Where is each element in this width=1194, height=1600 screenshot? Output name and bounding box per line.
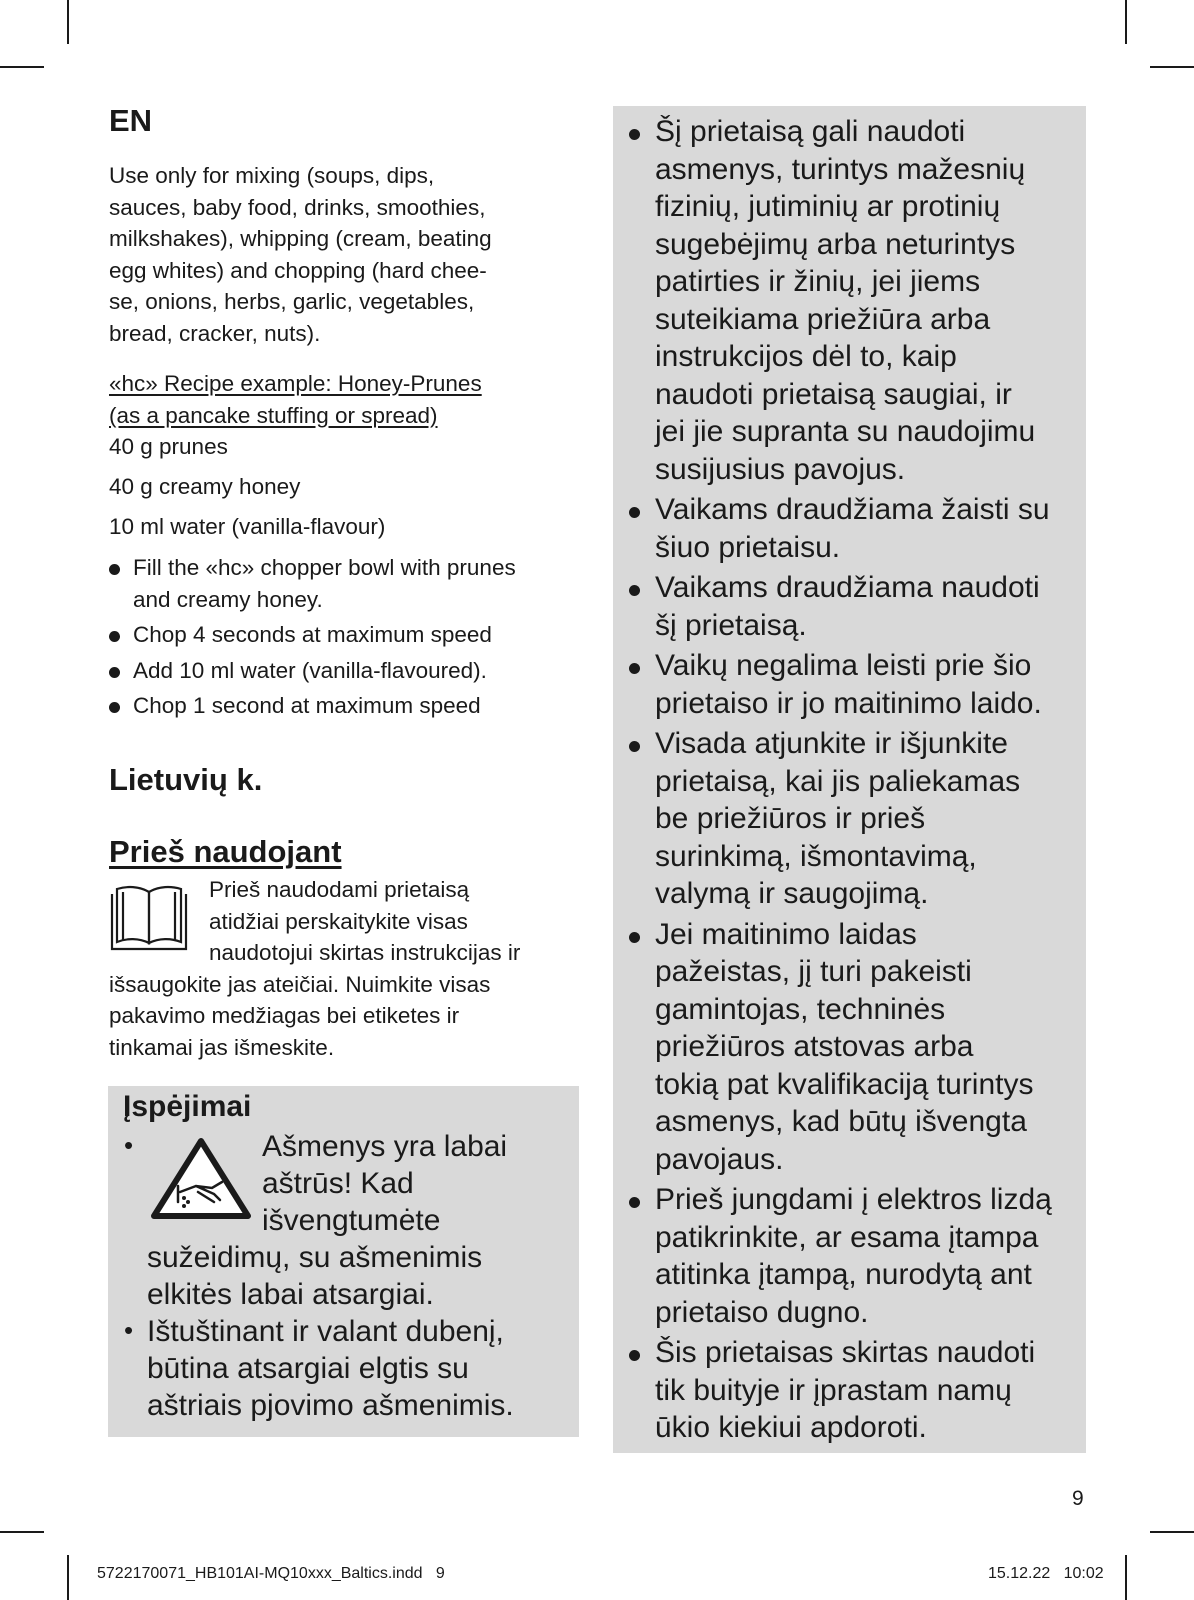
text-line: elkitės labai atsargiai.	[147, 1278, 434, 1311]
text-line: pakavimo medžiagas bei etiketes ir	[109, 1003, 460, 1028]
text-line: jei jie supranta su naudojimu	[655, 415, 1036, 448]
list-item	[109, 619, 589, 651]
safety-list	[613, 113, 1086, 1450]
list-item	[613, 1334, 1086, 1447]
text-line: sugebėjimų arba neturintys	[655, 227, 1016, 261]
bullet-icon: •	[124, 1315, 134, 1345]
text-line: prietaiso dugno.	[655, 1295, 869, 1329]
heading-en: EN	[109, 103, 153, 138]
text-line: valymą ir saugojimą.	[655, 877, 929, 910]
recipe-steps-list	[109, 552, 589, 726]
text-line: Visada atjunkite ir išjunkite	[655, 727, 1008, 760]
heading-lithuanian: Lietuvių k.	[109, 762, 263, 797]
text-line: naudoti prietaisą saugiai, ir	[655, 377, 1012, 411]
bullet-icon	[629, 663, 640, 674]
bullet-icon	[629, 1350, 640, 1361]
text-line: Vaikų negalima leisti prie šio	[655, 649, 1032, 682]
text-line: pažeistas, jį turi pakeisti	[655, 955, 972, 988]
text-line: priežiūros atstovas arba	[655, 1030, 974, 1063]
text-line: Fill the «hc» chopper bowl with prunes	[133, 555, 516, 580]
text-line: Ašmenys yra labai	[262, 1130, 508, 1163]
en-intro-paragraph	[109, 160, 579, 349]
text-line: (as a pancake stuffing or spread)	[109, 402, 438, 428]
text-line: išvengtumėte	[262, 1204, 441, 1237]
crop-mark	[1125, 0, 1127, 44]
crop-mark	[67, 1555, 69, 1600]
bullet-icon: •	[124, 1130, 134, 1160]
text-line: bread, cracker, nuts).	[109, 320, 321, 346]
crop-mark	[1150, 66, 1194, 68]
text-line: Chop 4 seconds at maximum speed	[133, 622, 492, 647]
bullet-icon	[629, 1197, 640, 1208]
text-line: Use only for mixing (soups, dips,	[109, 163, 435, 188]
ingredient: 40 g creamy honey	[109, 474, 301, 499]
warning-item-blades	[108, 1128, 579, 1313]
crop-mark	[1150, 1531, 1194, 1533]
bullet-icon	[109, 667, 120, 678]
list-item	[613, 491, 1086, 566]
warnings-box	[108, 1086, 579, 1437]
warnings-title: Įspėjimai	[123, 1090, 252, 1123]
text-line: prietaisą, kai jis paliekamas	[655, 764, 1021, 798]
text-line: asmenys, turintys mažesnių	[655, 152, 1026, 186]
file-slug: 5722170071_HB101AI-MQ10xxx_Baltics.indd 9	[97, 1565, 445, 1582]
text-line: prietaiso ir jo maitinimo laido.	[655, 686, 1042, 720]
text-line: tinkamai jas išmeskite.	[109, 1034, 335, 1060]
recipe-title	[109, 368, 482, 431]
text-line: asmenys, kad būtų išvengta	[655, 1105, 1027, 1138]
text-line: aštriais pjovimo ašmenimis.	[147, 1389, 514, 1422]
date-slug: 15.12.22 10:02	[988, 1565, 1104, 1582]
list-item	[109, 552, 589, 615]
safety-instructions-box	[613, 106, 1086, 1453]
text-line: tik buityje ir įprastam namų	[655, 1373, 1012, 1407]
text-line: instrukcijos dėl to, kaip	[655, 340, 957, 373]
text-line: Ištuštinant ir valant dubenį,	[147, 1315, 504, 1348]
list-item	[613, 647, 1086, 722]
text-line: ūkio kiekiui apdoroti.	[655, 1411, 927, 1444]
before-use-paragraph	[109, 874, 589, 1063]
ingredient: 10 ml water (vanilla-flavour)	[109, 514, 386, 539]
text-line: aštrūs! Kad	[262, 1167, 414, 1200]
text-line: išsaugokite jas ateičiai. Nuimkite visas	[109, 971, 491, 997]
text-line: pavojaus.	[655, 1142, 784, 1176]
text-line: atitinka įtampą, nurodytą ant	[655, 1258, 1032, 1291]
text-line: Vaikams draudžiama žaisti su	[655, 493, 1050, 526]
text-line: fizinių, jutiminių ar protinių	[655, 190, 1001, 223]
text-line: Šis prietaisas skirtas naudoti	[655, 1336, 1036, 1369]
text-line: tokią pat kvalifikaciją turintys	[655, 1067, 1034, 1101]
text-line: naudotojui skirtas instrukcijas ir	[209, 940, 521, 965]
list-item	[613, 916, 1086, 1179]
bullet-icon	[629, 129, 640, 140]
text-line: Vaikams draudžiama naudoti	[655, 571, 1040, 604]
bullet-icon	[109, 702, 120, 713]
bullet-icon	[629, 932, 640, 943]
text-line: Chop 1 second at maximum speed	[133, 693, 481, 718]
list-item	[613, 569, 1086, 644]
text-line: be priežiūros ir prieš	[655, 802, 926, 835]
list-item	[613, 113, 1086, 488]
text-line: Jei maitinimo laidas	[655, 917, 917, 951]
warning-item-emptying	[108, 1313, 579, 1424]
text-line: patikrinkite, ar esama įtampa	[655, 1220, 1039, 1254]
ingredient: 40 g prunes	[109, 434, 228, 459]
bullet-icon	[109, 564, 120, 575]
list-item	[613, 1181, 1086, 1331]
page-number: 9	[1072, 1487, 1084, 1510]
text-line: atidžiai perskaitykite visas	[209, 908, 468, 934]
text-line: sužeidimų, su ašmenimis	[147, 1241, 483, 1274]
bullet-icon	[629, 585, 640, 596]
text-line: and creamy honey.	[133, 586, 323, 612]
bullet-icon	[109, 631, 120, 642]
text-line: milkshakes), whipping (cream, beating	[109, 226, 492, 251]
crop-mark	[0, 1531, 44, 1533]
crop-mark	[67, 0, 69, 44]
text-line: se, onions, herbs, garlic, vegetables,	[109, 289, 475, 314]
text-line: šį prietaisą.	[655, 608, 807, 642]
list-item	[613, 725, 1086, 913]
text-line: sauces, baby food, drinks, smoothies,	[109, 194, 486, 220]
text-line: Šį prietaisą gali naudoti	[655, 115, 966, 148]
text-line: gamintojas, techninės	[655, 992, 946, 1026]
text-line: būtina atsargiai elgtis su	[147, 1352, 469, 1385]
text-line: Prieš jungdami į elektros lizdą	[655, 1183, 1052, 1216]
heading-before-use: Prieš naudojant	[109, 834, 342, 869]
crop-mark	[0, 66, 44, 68]
text-line: surinkimą, išmontavimą,	[655, 839, 977, 873]
text-line: susijusius pavojus.	[655, 452, 906, 486]
list-item	[109, 655, 589, 687]
text-line: egg whites) and chopping (hard chee-	[109, 257, 487, 283]
text-line: patirties ir žinių, jei jiems	[655, 265, 981, 298]
bullet-icon	[629, 507, 640, 518]
text-line: «hc» Recipe example: Honey-Prunes	[109, 371, 482, 396]
text-line: Prieš naudodami prietaisą	[209, 877, 470, 902]
text-line: suteikiama priežiūra arba	[655, 302, 991, 336]
list-item	[109, 690, 589, 722]
crop-mark	[1125, 1555, 1127, 1600]
text-line: šiuo prietaisu.	[655, 530, 841, 564]
text-line: Add 10 ml water (vanilla-flavoured).	[133, 657, 487, 683]
bullet-icon	[629, 741, 640, 752]
